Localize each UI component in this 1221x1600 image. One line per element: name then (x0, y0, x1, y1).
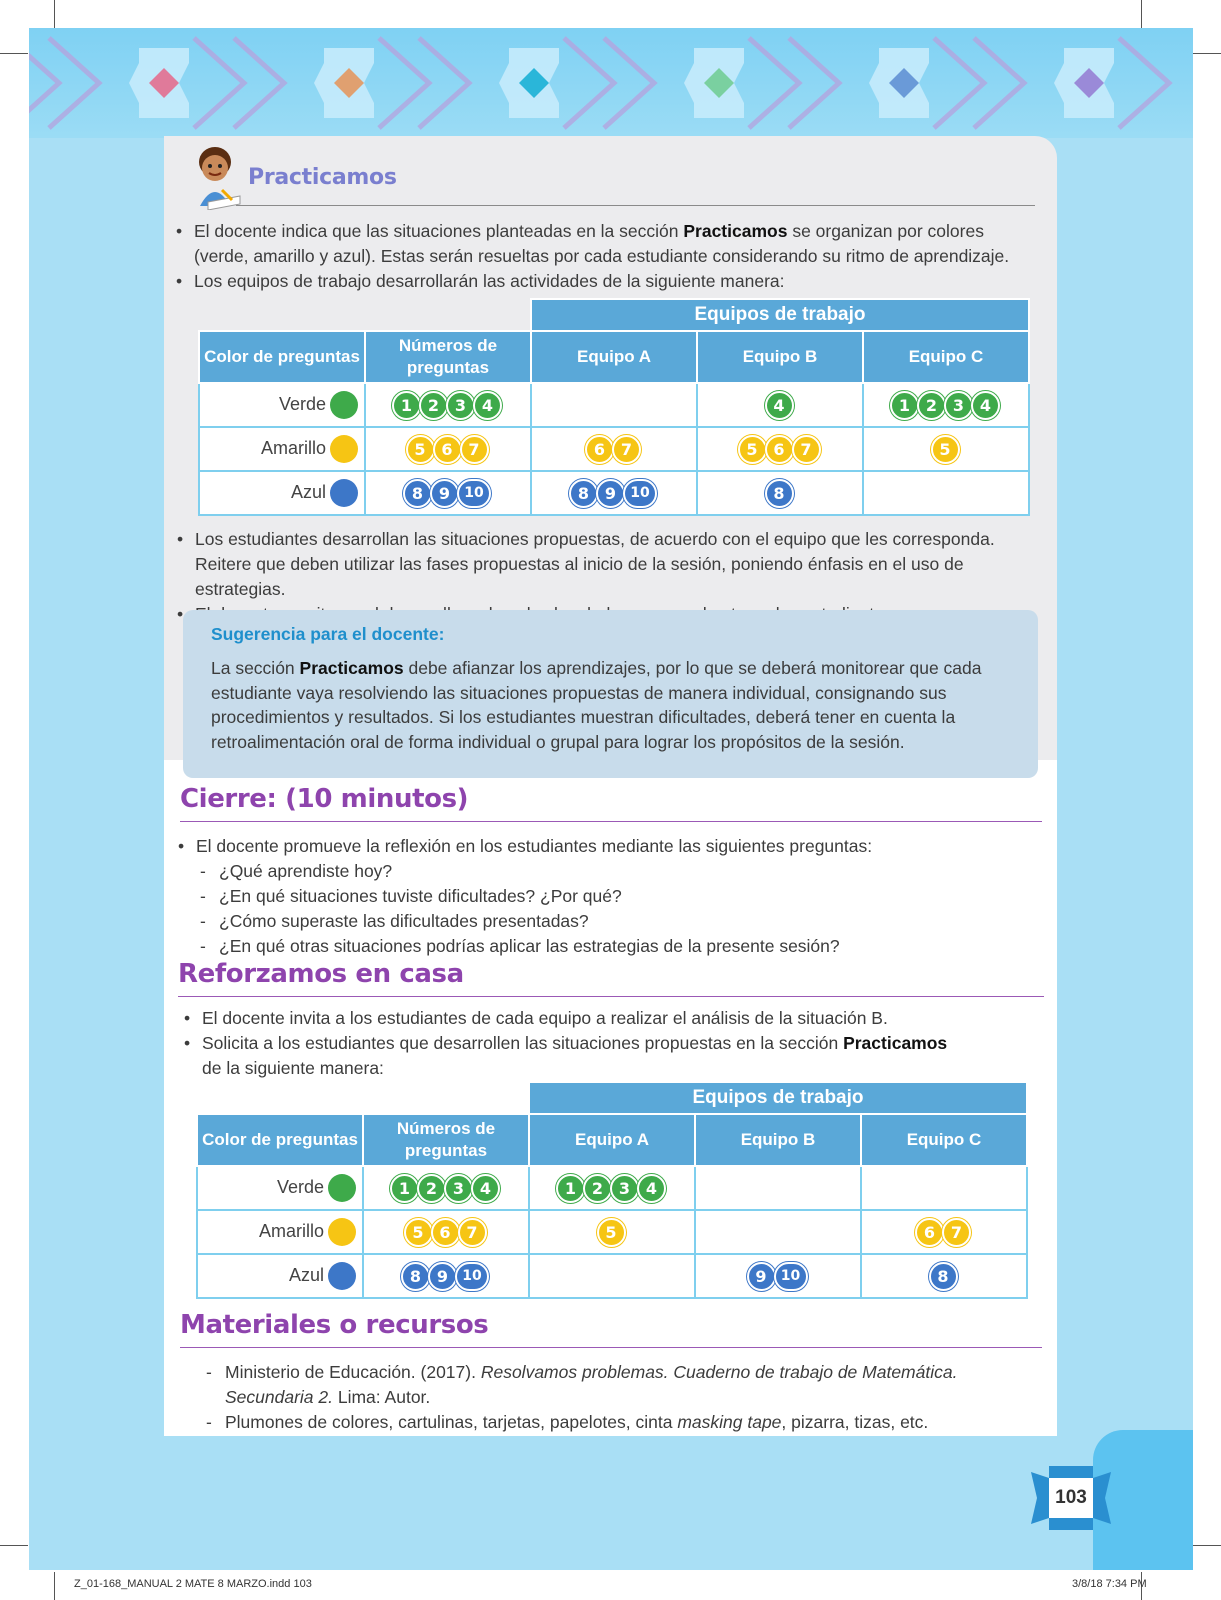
crop-mark (1193, 53, 1221, 54)
number-chip: 10 (774, 1262, 808, 1291)
column-header: Equipo C (861, 1114, 1027, 1166)
color-label: Verde (278, 393, 326, 414)
number-chip-group (394, 391, 502, 420)
column-header: Equipo C (863, 331, 1029, 383)
chevron-pattern-icon (29, 28, 1193, 138)
question-numbers-cell (529, 1210, 695, 1254)
number-chip: 2 (917, 391, 946, 420)
italic-term: masking tape (677, 1412, 782, 1432)
decorative-pattern-band (29, 28, 1193, 138)
number-chip: 10 (455, 1262, 489, 1291)
list-item (180, 1031, 970, 1081)
bold-term: Practicamos (299, 658, 404, 678)
resource-text: Lima: Autor. (333, 1387, 431, 1407)
number-chip: 9 (428, 1262, 457, 1291)
table-corner (199, 299, 531, 331)
crop-mark (54, 1572, 55, 1600)
color-dot-icon (328, 1218, 356, 1246)
number-chip-group (931, 1262, 958, 1291)
question-numbers-cell (529, 1166, 695, 1210)
practicamos-header (188, 144, 397, 210)
number-chip: 6 (765, 435, 794, 464)
number-chip: 3 (446, 391, 475, 420)
table-row (199, 427, 1029, 471)
number-chip: 1 (392, 391, 421, 420)
color-cell (197, 1210, 363, 1254)
resource-text: , pizarra, tizas, etc. (781, 1412, 929, 1432)
question-numbers-cell (363, 1210, 529, 1254)
teams-table-1 (198, 298, 1030, 516)
color-cell (199, 383, 365, 427)
number-chip-group (408, 435, 489, 464)
color-label: Amarillo (260, 437, 326, 458)
bullet-text-start: Solicita a los estudiantes que desarrollen las situaciones propuestas en la sección (202, 1033, 844, 1053)
column-header: Equipo A (531, 331, 697, 383)
table-corner (197, 1082, 529, 1114)
number-chip: 6 (433, 435, 462, 464)
question-numbers-cell (531, 471, 697, 515)
number-chip: 1 (890, 391, 919, 420)
crop-mark (0, 53, 28, 54)
question-numbers-cell (697, 427, 863, 471)
question-numbers-cell (697, 471, 863, 515)
number-chip: 3 (610, 1174, 639, 1203)
number-chip: 4 (637, 1174, 666, 1203)
color-cell (197, 1166, 363, 1210)
column-header: Números de preguntas (363, 1114, 529, 1166)
color-cell (197, 1254, 363, 1298)
column-header: Equipo B (697, 331, 863, 383)
list-item: • El docente promueve la reflexión en los estudiantes mediante las siguientes preguntas: (174, 834, 1044, 859)
number-chip: 4 (471, 1174, 500, 1203)
number-chip: 2 (419, 391, 448, 420)
crop-mark (0, 1545, 28, 1546)
color-label: Verde (276, 1176, 324, 1197)
number-chip: 3 (444, 1174, 473, 1203)
color-label: Azul (288, 1264, 324, 1285)
number-chip: 7 (612, 435, 641, 464)
question-numbers-cell (531, 427, 697, 471)
question-numbers-cell (695, 1210, 861, 1254)
number-chip: 10 (457, 479, 491, 508)
number-chip-group (892, 391, 1000, 420)
question-item: - ¿En qué situaciones tuviste dificultades? ¿Por qué? (174, 884, 1044, 909)
number-chip: 5 (406, 435, 435, 464)
number-chip: 9 (747, 1262, 776, 1291)
question-numbers-cell (529, 1254, 695, 1298)
question-numbers-cell (861, 1254, 1027, 1298)
number-chip-group (558, 1174, 666, 1203)
question-numbers-cell (863, 427, 1029, 471)
question-numbers-cell (861, 1166, 1027, 1210)
column-header: Equipo B (695, 1114, 861, 1166)
number-chip: 8 (765, 479, 794, 508)
table-row (199, 471, 1029, 515)
number-chip: 6 (431, 1218, 460, 1247)
crop-mark (1141, 0, 1142, 28)
resource-text: Ministerio de Educación. (2017). (225, 1362, 481, 1382)
color-dot-icon (330, 435, 358, 463)
number-chip: 5 (931, 435, 960, 464)
cierre-list (174, 834, 1044, 959)
number-chip: 5 (738, 435, 767, 464)
list-item: • Los estudiantes desarrollan las situaciones propuestas, de acuerdo con el equipo que les corresponda. Reitere que deben utilizar las fases propuestas al inicio de la sesión, poniendo énfasis en el uso de estrategias. (173, 527, 1043, 602)
section-title-reforzamos: Reforzamos en casa (178, 959, 464, 989)
color-label: Azul (290, 481, 326, 502)
resource-item (180, 1360, 960, 1410)
number-chip: 8 (929, 1262, 958, 1291)
number-chip-group (740, 435, 821, 464)
number-chip: 6 (585, 435, 614, 464)
question-numbers-cell (863, 383, 1029, 427)
number-chip: 9 (430, 479, 459, 508)
question-numbers-cell (365, 471, 531, 515)
crop-mark (1193, 1545, 1221, 1546)
divider (236, 205, 1035, 206)
number-chip: 4 (765, 391, 794, 420)
reforzamos-list (180, 1006, 970, 1081)
question-numbers-cell (863, 471, 1029, 515)
bullet-text-start: El docente indica que las situaciones planteadas en la sección (194, 221, 684, 241)
teacher-suggestion-box (183, 610, 1038, 778)
question-numbers-cell (363, 1166, 529, 1210)
number-chip: 8 (569, 479, 598, 508)
column-header: Equipo A (529, 1114, 695, 1166)
color-dot-icon (330, 479, 358, 507)
suggestion-text-start: La sección (211, 658, 300, 678)
number-chip: 9 (596, 479, 625, 508)
question-numbers-cell (861, 1210, 1027, 1254)
number-chip: 2 (417, 1174, 446, 1203)
question-item: - ¿Cómo superaste las dificultades presentadas? (174, 909, 1044, 934)
question-numbers-cell (697, 383, 863, 427)
number-chip-group (933, 435, 960, 464)
question-numbers-cell (363, 1254, 529, 1298)
question-numbers-cell (695, 1166, 861, 1210)
number-chip: 1 (556, 1174, 585, 1203)
color-dot-icon (328, 1262, 356, 1290)
question-numbers-cell (365, 427, 531, 471)
table-super-header: Equipos de trabajo (529, 1082, 1027, 1114)
number-chip-group (749, 1262, 808, 1291)
column-header: Color de preguntas (199, 331, 365, 383)
number-chip-group (587, 435, 641, 464)
number-chip: 6 (915, 1218, 944, 1247)
table-row (199, 383, 1029, 427)
number-chip: 5 (404, 1218, 433, 1247)
number-chip-group (403, 1262, 489, 1291)
number-chip: 7 (458, 1218, 487, 1247)
number-chip-group (917, 1218, 971, 1247)
number-chip: 2 (583, 1174, 612, 1203)
number-chip: 8 (403, 479, 432, 508)
number-chip: 7 (460, 435, 489, 464)
number-chip-group (392, 1174, 500, 1203)
number-chip-group (406, 1218, 487, 1247)
book-title: Resolvamos problemas. Cuaderno de trabajo de Matemática. Secundaria 2. (225, 1362, 958, 1407)
number-chip: 7 (942, 1218, 971, 1247)
suggestion-body (211, 656, 1010, 754)
number-chip: 4 (971, 391, 1000, 420)
color-dot-icon (328, 1174, 356, 1202)
number-chip: 5 (597, 1218, 626, 1247)
color-cell (199, 471, 365, 515)
number-chip: 3 (944, 391, 973, 420)
intro-bullet-list (172, 219, 1042, 294)
teams-table-2 (196, 1081, 1028, 1299)
list-item: • El docente invita a los estudiantes de cada equipo a realizar el análisis de la situación B. (180, 1006, 970, 1031)
color-dot-icon (330, 391, 358, 419)
print-slug-file: Z_01-168_MANUAL 2 MATE 8 MARZO.indd 103 (74, 1578, 312, 1590)
number-chip-group (767, 391, 794, 420)
page-number: 103 (1049, 1478, 1093, 1518)
number-chip-group (599, 1218, 626, 1247)
student-writing-icon (188, 144, 242, 210)
number-chip-group (405, 479, 491, 508)
table-row (197, 1210, 1027, 1254)
resource-item (180, 1410, 960, 1435)
suggestion-title: Sugerencia para el docente: (211, 624, 445, 644)
color-label: Amarillo (258, 1220, 324, 1241)
divider (178, 996, 1044, 997)
list-item: • Los equipos de trabajo desarrollarán las actividades de la siguiente manera: (172, 269, 1042, 294)
table-super-header: Equipos de trabajo (531, 299, 1029, 331)
bold-term: Practicamos (843, 1033, 948, 1053)
section-title-practicamos: Practicamos (248, 164, 397, 190)
divider (180, 1347, 1042, 1348)
section-title-materiales: Materiales o recursos (180, 1310, 489, 1340)
section-title-cierre: Cierre: (10 minutos) (180, 784, 469, 814)
crop-mark (54, 0, 55, 28)
suggestion-text-end: debe afianzar los aprendizajes, por lo que se deberá monitorear que cada estudiante vaya resolviendo las situaciones propuestas de manera individual, consignando sus procedimientos y resultados. Si los estudiantes muestran dificultades, deberá tener en cuenta la retroalimentación oral de forma individual o grupal para lograr los propósitos de la sesión. (211, 658, 982, 752)
question-item: - ¿Qué aprendiste hoy? (174, 859, 1044, 884)
column-header: Números de preguntas (365, 331, 531, 383)
question-item: - ¿En qué otras situaciones podrías aplicar las estrategias de la presente sesión? (174, 934, 1044, 959)
number-chip: 8 (401, 1262, 430, 1291)
print-slug-date: 3/8/18 7:34 PM (1072, 1578, 1147, 1590)
table-row (197, 1254, 1027, 1298)
bullet-text-end: se organizan por colores (verde, amarillo y azul). Estas serán resueltas por cada estudiante considerando su ritmo de aprendizaje. (194, 221, 1010, 266)
bold-term: Practicamos (683, 221, 788, 241)
number-chip: 1 (390, 1174, 419, 1203)
resource-text: Plumones de colores, cartulinas, tarjetas, papelotes, cinta (225, 1412, 678, 1432)
column-header: Color de preguntas (197, 1114, 363, 1166)
number-chip: 7 (792, 435, 821, 464)
question-numbers-cell (695, 1254, 861, 1298)
question-numbers-cell (365, 383, 531, 427)
page-number-badge (1031, 1462, 1111, 1534)
materiales-list (180, 1360, 960, 1435)
number-chip: 10 (623, 479, 657, 508)
number-chip-group (571, 479, 657, 508)
list-item (172, 219, 1042, 269)
divider (180, 821, 1042, 822)
table-row (197, 1166, 1027, 1210)
bullet-text-end: de la siguiente manera: (202, 1058, 384, 1078)
number-chip: 4 (473, 391, 502, 420)
number-chip-group (767, 479, 794, 508)
color-cell (199, 427, 365, 471)
question-numbers-cell (531, 383, 697, 427)
